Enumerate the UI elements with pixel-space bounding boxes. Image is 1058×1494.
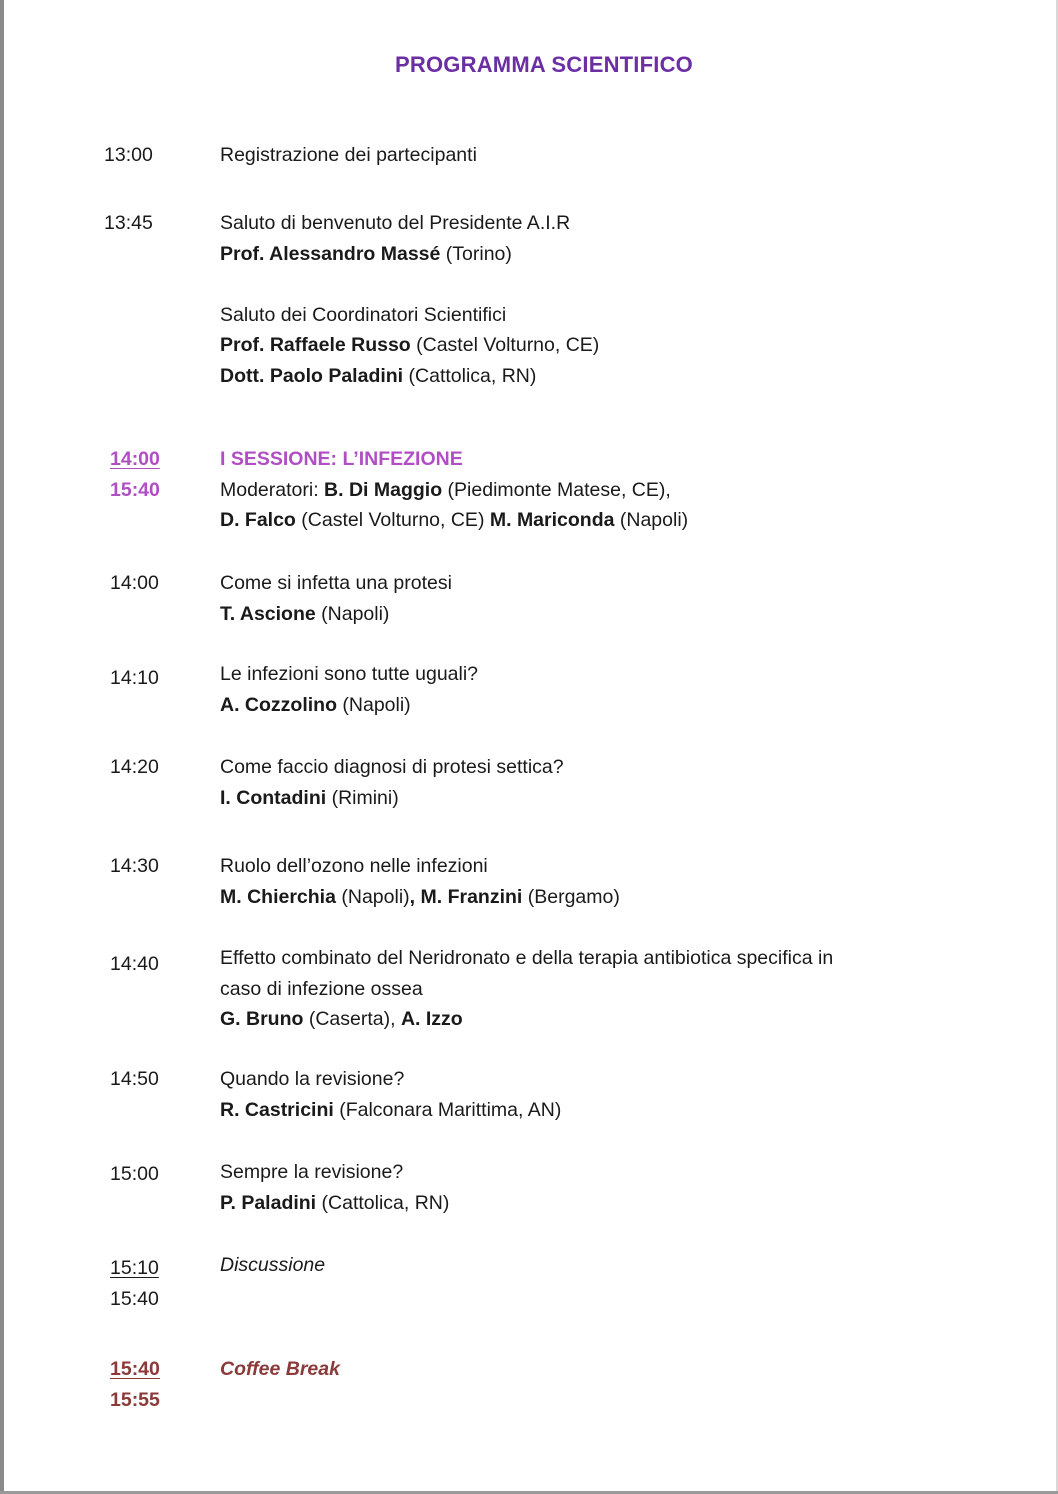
speaker-name: Dott. Paolo Paladini (220, 364, 404, 387)
moderator-location: (Napoli) (614, 509, 689, 531)
entry-content (220, 1064, 930, 1125)
moderator-name: M. Mariconda (489, 509, 615, 531)
moderators-line (220, 505, 930, 536)
entry-title: Saluto di benvenuto del Presidente A.I.R (220, 212, 571, 234)
moderator-location: (Castel Volturno, CE) (295, 509, 490, 531)
speaker-name: M. Franzini (420, 885, 523, 908)
entry-title: Come faccio diagnosi di protesi settica? (220, 756, 564, 778)
session-content (220, 444, 930, 536)
moderator-location: (Piedimonte Matese, CE), (442, 478, 671, 501)
speaker-location: (Torino) (440, 242, 512, 265)
entry-content (220, 568, 930, 629)
entry-title: Ruolo dell’ozono nelle infezioni (220, 855, 488, 877)
entry-time-range: 15:10 15:40 (110, 1257, 159, 1310)
speaker-line (220, 690, 930, 721)
speaker-name: P. Paladini (220, 1191, 317, 1214)
entry-title: Le infezioni sono tutte uguali? (220, 663, 479, 685)
speaker-line (220, 1095, 930, 1126)
entry-content (220, 851, 930, 912)
coffee-break-title: Coffee Break (220, 1358, 340, 1380)
entry-time: 13:00 (104, 144, 153, 166)
entry-title: Quando la revisione? (220, 1068, 405, 1090)
speaker-line: M. Chierchia (Napoli), M. Franzini (Bergamo) (220, 885, 620, 908)
entry-title: Sempre la revisione? (220, 1161, 404, 1183)
entry-time: 14:10 (110, 667, 159, 689)
entry-time: 14:40 (110, 953, 159, 975)
speaker-line (220, 783, 930, 814)
entry-content (220, 140, 930, 171)
speaker-location: (Napoli) (336, 693, 411, 716)
entry-title: Effetto combinato del Neridronato e della terapia antibiotica specifica in (220, 947, 834, 969)
entry-content (220, 208, 930, 391)
entry-time: 14:30 (110, 855, 159, 877)
speaker-location: (Rimini) (326, 786, 399, 809)
speaker-name: G. Bruno (220, 1008, 304, 1030)
entry-time: 14:00 (110, 572, 159, 594)
entry-title: Discussione (220, 1254, 326, 1276)
speaker-location: (Napoli) (335, 885, 410, 908)
entry-title: Come si infetta una protesi (220, 572, 452, 594)
moderator-name: B. Di Maggio (324, 478, 443, 501)
moderator-name: D. Falco (220, 509, 296, 531)
speaker-line (220, 361, 930, 392)
speaker-name: M. Chierchia (220, 885, 336, 908)
entry-time: 14:50 (110, 1068, 159, 1090)
entry-content (220, 943, 930, 1035)
entry-time: 14:20 (110, 756, 159, 778)
page-title: PROGRAMMA SCIENTIFICO (395, 52, 693, 77)
speaker-name: Prof. Raffaele Russo (220, 334, 411, 356)
speaker-location: (Caserta), (303, 1008, 401, 1030)
speaker-location: (Napoli) (315, 602, 390, 625)
entry-title-cont: caso di infezione ossea (220, 977, 423, 1000)
entry-subtitle: Saluto dei Coordinatori Scientifici (220, 303, 507, 326)
speaker-name: A. Izzo (400, 1008, 463, 1030)
speaker-line (220, 330, 930, 361)
entry-content (220, 1354, 930, 1385)
speaker-location: (Cattolica, RN) (403, 364, 537, 387)
speaker-location: (Falconara Marittima, AN) (333, 1098, 562, 1121)
entry-time: 13:45 (104, 212, 153, 234)
entry-title: Registrazione dei partecipanti (220, 144, 477, 166)
session-title: I SESSIONE: L’INFEZIONE (220, 448, 463, 470)
speaker-name: T. Ascione (220, 602, 316, 625)
moderators-line: Moderatori: B. Di Maggio (Piedimonte Matese, CE), (220, 478, 671, 501)
entry-content (220, 752, 930, 813)
page-edge-left (0, 0, 4, 1494)
speaker-name: A. Cozzolino (220, 693, 337, 716)
entry-content (220, 1250, 930, 1281)
entry-time-range: 15:40 15:55 (110, 1358, 160, 1411)
entry-content (220, 659, 930, 720)
speaker-location: (Cattolica, RN) (316, 1191, 450, 1214)
speaker-location: (Bergamo) (522, 885, 620, 908)
speaker-name: R. Castricini (220, 1098, 334, 1121)
speaker-line (220, 1004, 930, 1035)
speaker-line (220, 1188, 930, 1219)
speaker-line (220, 599, 930, 630)
entry-content (220, 1157, 930, 1218)
speaker-location: (Castel Volturno, CE) (410, 334, 600, 356)
speaker-line (220, 239, 930, 270)
speaker-name: I. Contadini (220, 786, 327, 809)
session-time-range: 14:00 15:40 (110, 448, 160, 501)
entry-time: 15:00 (110, 1163, 159, 1185)
speaker-name: Prof. Alessandro Massé (220, 242, 441, 265)
